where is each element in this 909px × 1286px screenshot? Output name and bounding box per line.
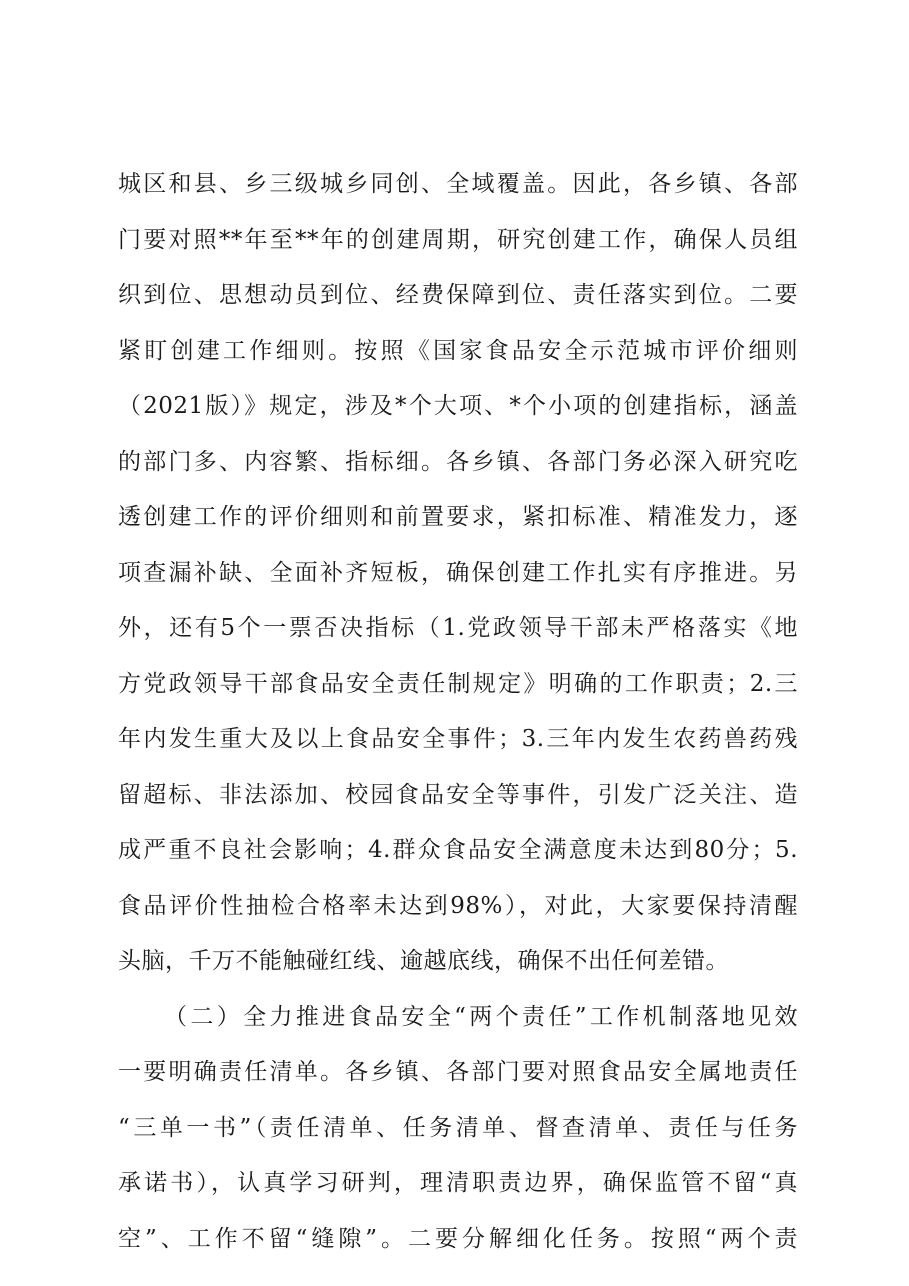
text-line: 年内发生重大及以上食品安全事件；3.三年内发生农药兽药残 <box>118 726 798 752</box>
text-line: 方党政领导干部食品安全责任制规定》明确的工作职责；2.三 <box>118 671 798 697</box>
text-line: 食品评价性抽检合格率未达到98%），对此，大家要保持清醒 <box>118 893 798 919</box>
text-line: 透创建工作的评价细则和前置要求，紧扣标准、精准发力，逐 <box>118 504 798 530</box>
text-line: 空”、工作不留“缝隙”。二要分解细化任务。按照“两个责 <box>118 1226 798 1252</box>
text-line: 的部门多、内容繁、指标细。各乡镇、各部门务必深入研究吃 <box>118 449 798 475</box>
text-line: 城区和县、乡三级城乡同创、全域覆盖。因此，各乡镇、各部 <box>118 171 798 197</box>
text-line: （2021版）》规定，涉及*个大项、*个小项的创建指标，涵盖 <box>118 393 798 419</box>
text-line: 留超标、非法添加、校园食品安全等事件，引发广泛关注、造 <box>118 782 798 808</box>
text-line: 一要明确责任清单。各乡镇、各部门要对照食品安全属地责任 <box>118 1059 798 1085</box>
text-line: 外，还有5个一票否决指标（1.党政领导干部未严格落实《地 <box>118 615 798 641</box>
text-line: 成严重不良社会影响；4.群众食品安全满意度未达到80分；5. <box>118 837 798 863</box>
text-line: 承诺书），认真学习研判，理清职责边界，确保监管不留“真 <box>118 1170 798 1196</box>
section-heading: （二）全力推进食品安全“两个责任”工作机制落地见效 <box>164 1004 798 1030</box>
text-line: 紧盯创建工作细则。按照《国家食品安全示范城市评价细则 <box>118 338 798 364</box>
text-line: 门要对照**年至**年的创建周期，研究创建工作，确保人员组 <box>118 227 798 253</box>
text-line: 项查漏补缺、全面补齐短板，确保创建工作扎实有序推进。另 <box>118 560 798 586</box>
text-line: 头脑，千万不能触碰红线、逾越底线，确保不出任何差错。 <box>118 948 729 974</box>
text-line: “三单一书”（责任清单、任务清单、督查清单、责任与任务 <box>118 1115 798 1141</box>
text-line: 织到位、思想动员到位、经费保障到位、责任落实到位。二要 <box>118 282 798 308</box>
